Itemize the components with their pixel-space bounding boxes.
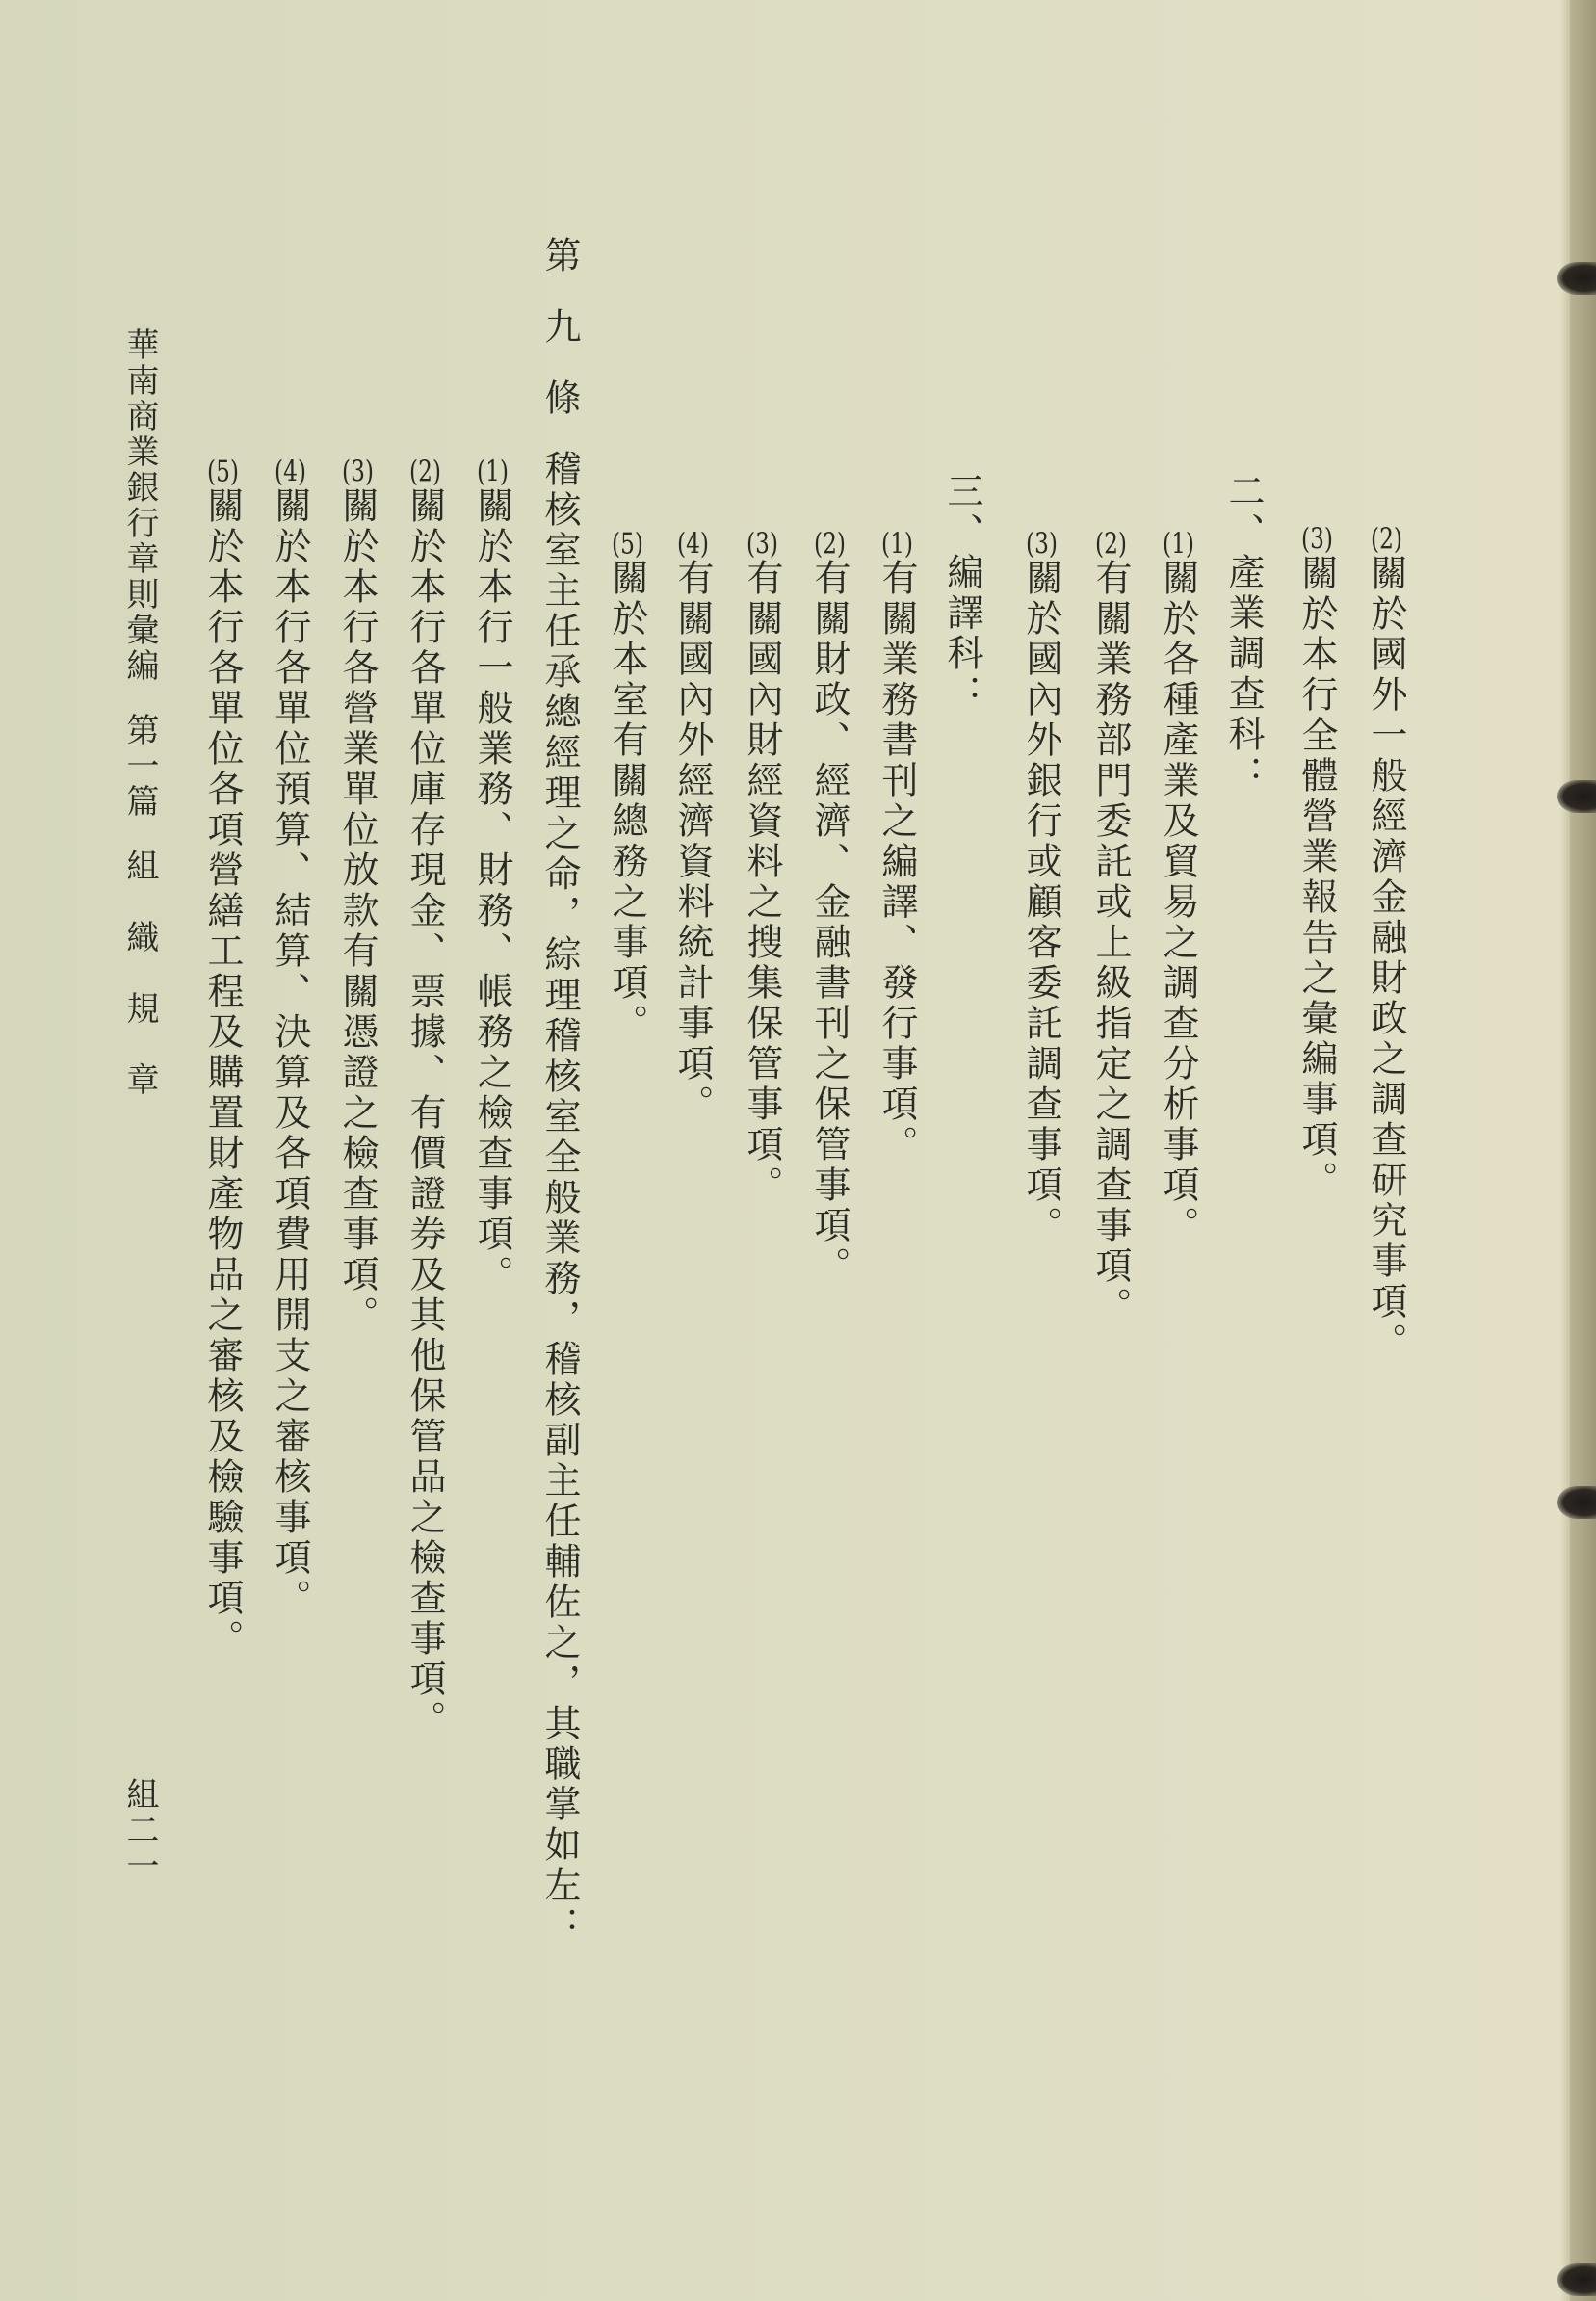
list-item: [741, 530, 783, 1206]
item-marker: (2): [814, 530, 846, 559]
item-text: 關於國內外銀行或顧客委託調查事項。: [1020, 559, 1062, 1246]
item-text: 關於本行各單位各項營繕工程及購置財產物品之審核及檢驗事項。: [201, 486, 244, 1660]
item-marker: (5): [612, 530, 643, 559]
item-text: 關於本室有關總務之事項。: [606, 559, 648, 1044]
item-text: 有關業務書刊之編譯、發行事項。: [876, 559, 918, 1165]
item-marker: (3): [1026, 530, 1058, 559]
item-marker: (4): [677, 530, 709, 559]
list-item: [606, 530, 648, 1044]
binding-ring-icon: [1557, 780, 1596, 813]
list-item: [1157, 530, 1199, 1246]
item-text: 有關國內財經資料之搜集保管事項。: [741, 559, 783, 1206]
item-marker: (2): [1371, 525, 1402, 554]
item-marker: (3): [1301, 525, 1333, 554]
page-number: 組二一: [120, 1777, 159, 1884]
item-marker: (1): [881, 530, 913, 559]
article-number: 第九條: [538, 236, 581, 450]
list-item: [404, 458, 446, 1740]
article-paragraph: [538, 236, 581, 1947]
item-marker: (1): [477, 458, 509, 486]
list-item: [671, 530, 714, 1125]
list-item: [471, 458, 513, 1295]
item-text: 關於本行各單位庫存現金、票據、有價證券及其他保管品之檢查事項。: [404, 486, 446, 1740]
section-heading: 二、產業調查科：: [1222, 472, 1265, 796]
list-item: [1020, 530, 1062, 1246]
item-text: 關於本行各營業單位放款有關憑證之檢查事項。: [336, 486, 379, 1336]
running-title: [120, 327, 159, 1098]
item-marker: (2): [409, 458, 441, 486]
item-text: 有關業務部門委託或上級指定之調查事項。: [1089, 559, 1132, 1327]
item-text: 關於國外一般經濟金融財政之調查研究事項。: [1365, 554, 1407, 1363]
item-text: 關於本行一般業務、財務、帳務之檢查事項。: [471, 486, 513, 1295]
item-marker: (1): [1163, 530, 1194, 559]
list-item: [201, 458, 244, 1660]
list-item: [808, 530, 850, 1287]
binding-shadow: [1560, 0, 1570, 2301]
section-label: 組 織 規 章: [120, 849, 159, 1098]
list-item: [1365, 525, 1407, 1363]
item-text: 有關國內外經濟資料統計事項。: [671, 559, 714, 1125]
list-item: [1089, 530, 1132, 1327]
binding-ring-icon: [1557, 262, 1596, 295]
item-text: 關於各種產業及貿易之調查分析事項。: [1157, 559, 1199, 1246]
item-marker: (3): [342, 458, 374, 486]
item-text: 關於本行全體營業報告之彙編事項。: [1295, 554, 1338, 1201]
list-item: [336, 458, 379, 1336]
binding-edge: [1570, 0, 1596, 2301]
list-item: [1295, 525, 1338, 1201]
item-marker: (2): [1095, 530, 1127, 559]
binding-ring-icon: [1557, 1486, 1596, 1519]
section-heading: 三、編譯科：: [941, 472, 983, 715]
item-text: 有關財政、經濟、金融書刊之保管事項。: [808, 559, 850, 1287]
article-text: 稽核室主任承總經理之命，綜理稽核室全般業務，稽核副主任輔佐之，其職掌如左：: [538, 450, 581, 1947]
list-item: [269, 458, 311, 1619]
list-item: [876, 530, 918, 1165]
part-label: 第一篇: [120, 713, 159, 820]
item-marker: (5): [207, 458, 239, 486]
book-title: 華南商業銀行章則彙編: [120, 327, 159, 684]
item-marker: (4): [275, 458, 306, 486]
item-marker: (3): [746, 530, 778, 559]
binding-ring-icon: [1557, 2263, 1596, 2296]
item-text: 關於本行各單位預算、結算、決算及各項費用開支之審核事項。: [269, 486, 311, 1619]
